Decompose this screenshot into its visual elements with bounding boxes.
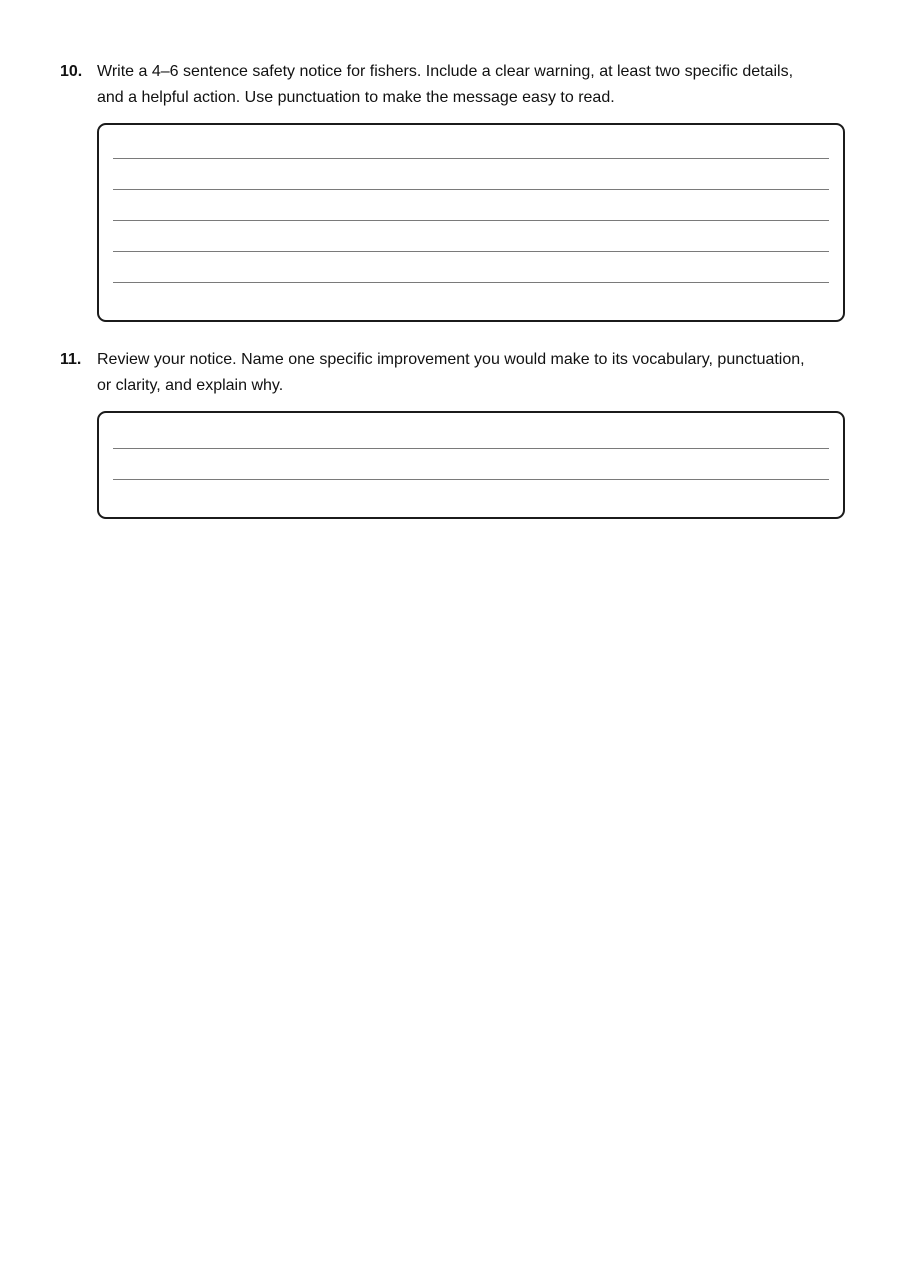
answer-box-11[interactable] bbox=[97, 411, 845, 519]
answer-box-10[interactable] bbox=[97, 123, 845, 322]
question-10-prompt bbox=[60, 59, 850, 111]
writing-line bbox=[113, 448, 829, 449]
writing-line bbox=[113, 251, 829, 252]
question-number: 11. bbox=[60, 351, 82, 368]
writing-line bbox=[113, 158, 829, 159]
writing-line bbox=[113, 189, 829, 190]
question-text: Review your notice. Name one specific improvement you would make to its vocabulary, punctuation, or clarity, and explain why. bbox=[97, 351, 805, 394]
question-11 bbox=[60, 347, 850, 399]
writing-line bbox=[113, 220, 829, 221]
writing-line bbox=[113, 479, 829, 480]
writing-line bbox=[113, 282, 829, 283]
question-10 bbox=[60, 59, 850, 111]
question-11-prompt bbox=[60, 347, 850, 399]
question-text: Write a 4–6 sentence safety notice for fishers. Include a clear warning, at least two specific details, and a helpful action. Use punctuation to make the message easy to read. bbox=[97, 63, 794, 106]
question-number: 10. bbox=[60, 63, 83, 80]
